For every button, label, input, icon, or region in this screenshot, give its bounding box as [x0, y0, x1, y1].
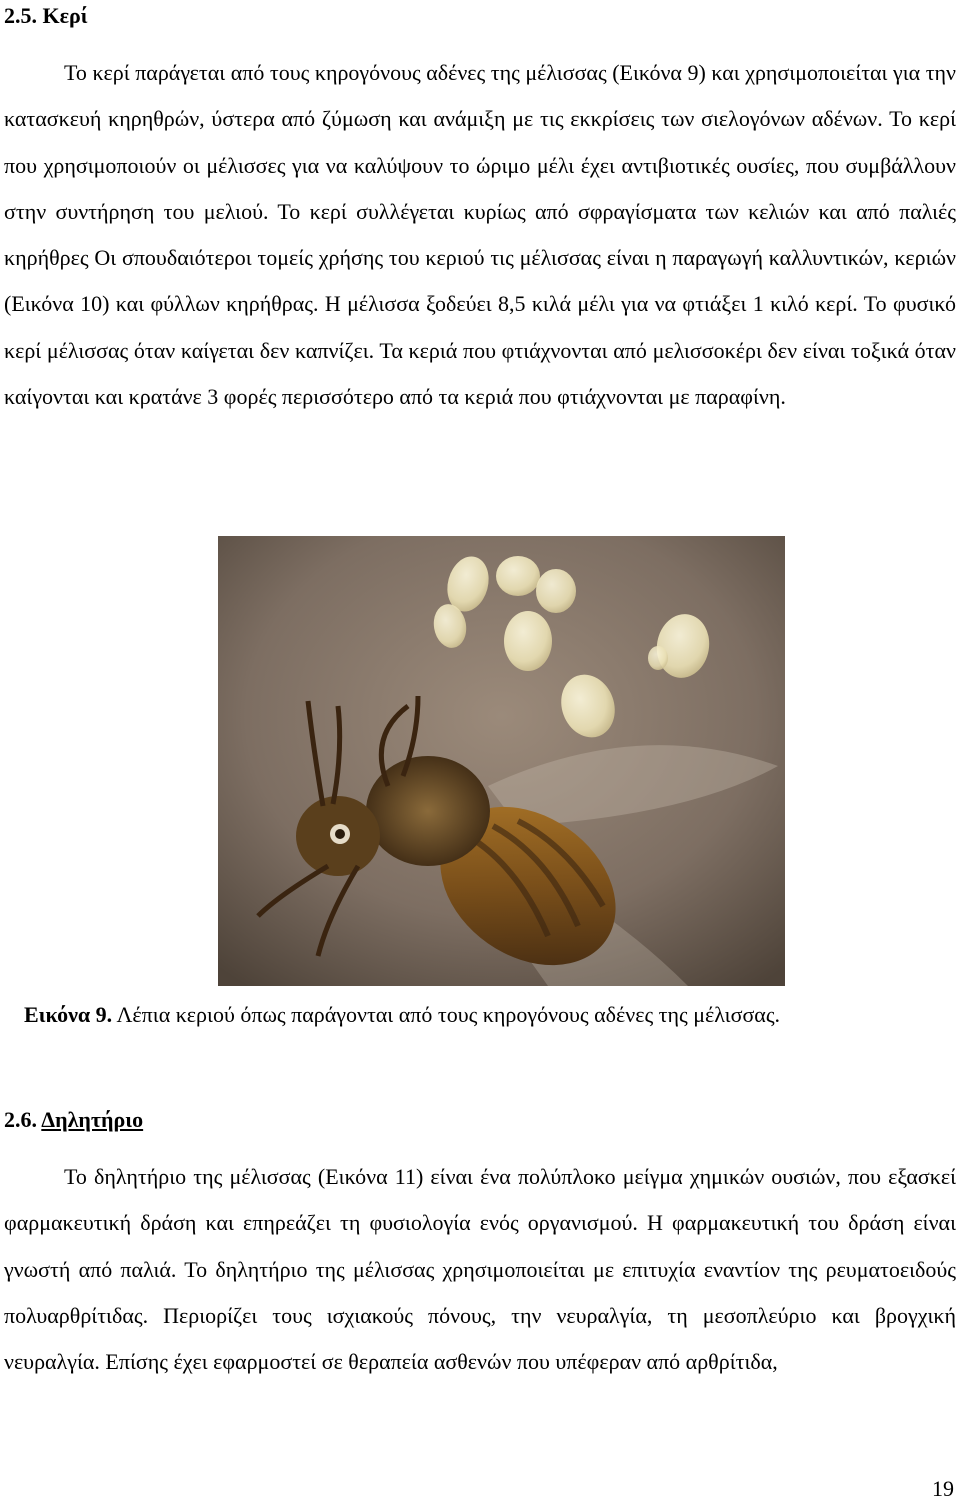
figure-bee-wax-scales	[218, 536, 785, 986]
section-heading-wax: 2.5. Κερί	[4, 3, 88, 28]
section-heading-venom	[4, 1106, 143, 1134]
bee-wax-photo	[218, 536, 785, 986]
caption-label: Εικόνα 9.	[24, 1002, 113, 1027]
caption-text: Λέπια κεριού όπως παράγονται από τους κηρογόνους αδένες της μέλισσας.	[112, 1002, 781, 1027]
paragraph-wax: Το κερί παράγεται από τους κηρογόνους αδένες της μέλισσας (Εικόνα 9) και χρησιμοποιείται για την κατασκευή κηρηθρών, ύστερα από ζύμωση και ανάμιξη με τις εκκρίσεις των σιελογόνων αδένων. Το κερί που χρησιμοποιούν οι μέλισσες για να καλύψουν το ώριμο μέλι έχει αντιβιοτικές ουσίες, που συμβάλλουν στην συντήρηση του μελιού. Το κερί συλλέγεται κυρίως από σφραγίσματα των κελιών και από παλιές κηρήθρες Οι σπουδαιότεροι τομείς χρήσης του κεριού τις μέλισσας είναι η παραγωγή καλλυντικών, κεριών (Εικόνα 10) και φύλλων κηρήθρας. Η μέλισσα ξοδεύει 8,5 κιλά μέλι για να φτιάξει 1 κιλό κερί. Το φυσικό κερί μέλισσας όταν καίγεται δεν καπνίζει. Τα κεριά που φτιάχνονται από μελισσοκέρι δεν είναι τοξικά όταν καίγονται και κρατάνε 3 φορές περισσότερο από τα κεριά που φτιάχνονται με παραφίνη.	[4, 60, 956, 410]
page-number: 19	[932, 1476, 954, 1501]
figure-caption	[24, 1000, 780, 1030]
section-title: Δηλητήριο	[41, 1107, 144, 1132]
paragraph-venom: Το δηλητήριο της μέλισσας (Εικόνα 11) είναι ένα πολύπλοκο μείγμα χημικών ουσιών, που εξασκεί φαρμακευτική δράση και επηρεάζει τη φυσιολογία ενός οργανισμού. Η φαρμακευτική του δράση είναι γνωστή από παλιά. Το δηλητήριο της μέλισσας χρησιμοποιείται με επιτυχία εναντίον της ρευματοειδούς πολυαρθρίτιδας. Περιορίζει τους ισχιακούς πόνους, την νευραλγία, τη μεσοπλεύριο και βρογχική νευραλγία. Επίσης έχει εφαρμοστεί σε θεραπεία ασθενών που υπέφεραν από αρθρίτιδα,	[4, 1164, 956, 1375]
section-number: 2.6.	[4, 1107, 42, 1132]
